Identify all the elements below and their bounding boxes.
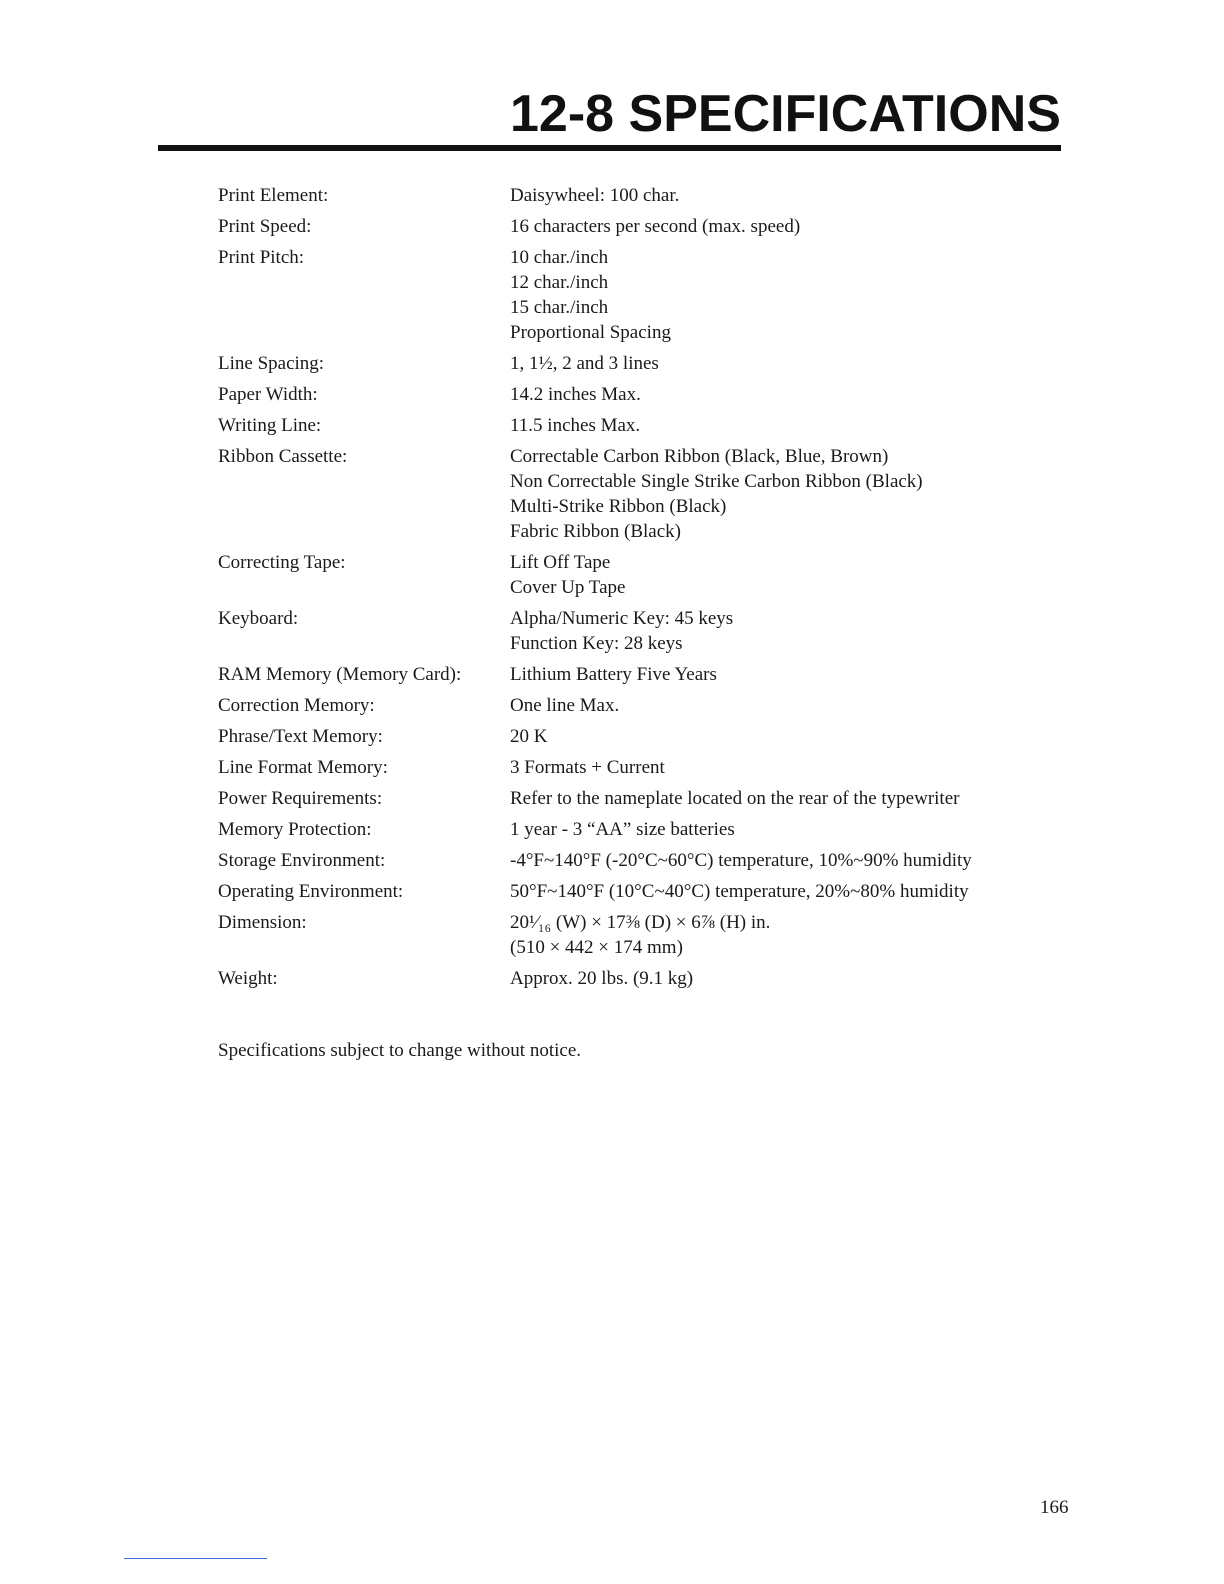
spec-row <box>218 848 1078 873</box>
spec-value: 3 Formats + Current <box>510 757 665 778</box>
spec-value: Daisywheel: 100 char. <box>510 185 680 206</box>
spec-values <box>510 214 1078 239</box>
spec-values <box>510 879 1078 904</box>
spec-value: Proportional Spacing <box>510 322 671 343</box>
spec-value: Non Correctable Single Strike Carbon Ribbon (Black) <box>510 471 923 492</box>
spec-row <box>218 662 1078 687</box>
spec-row <box>218 966 1078 991</box>
spec-label: Memory Protection: <box>218 819 372 840</box>
spec-value: Multi-Strike Ribbon (Black) <box>510 496 727 517</box>
spec-label: Operating Environment: <box>218 881 404 902</box>
spec-value: 11.5 inches Max. <box>510 415 641 436</box>
spec-value: Cover Up Tape <box>510 577 626 598</box>
spec-row <box>218 786 1078 811</box>
spec-value: 1 year - 3 “AA” size batteries <box>510 819 735 840</box>
spec-row <box>218 693 1078 718</box>
spec-row <box>218 606 1078 656</box>
spec-label: Writing Line: <box>218 415 322 436</box>
spec-values <box>510 724 1078 749</box>
spec-value: Refer to the nameplate located on the rear of the typewriter <box>510 788 960 809</box>
spec-values <box>510 245 1078 345</box>
spec-values <box>510 848 1078 873</box>
spec-values <box>510 413 1078 438</box>
spec-value: Fabric Ribbon (Black) <box>510 521 681 542</box>
spec-value: Approx. 20 lbs. (9.1 kg) <box>510 968 694 989</box>
spec-label: Correction Memory: <box>218 695 375 716</box>
spec-value: 12 char./inch <box>510 272 609 293</box>
spec-label: Print Element: <box>218 185 329 206</box>
spec-values <box>510 382 1078 407</box>
spec-values <box>510 550 1078 600</box>
spec-value: 1, 1½, 2 and 3 lines <box>510 353 659 374</box>
spec-label: Dimension: <box>218 912 307 933</box>
spec-value: One line Max. <box>510 695 620 716</box>
spec-row <box>218 351 1078 376</box>
spec-row <box>218 413 1078 438</box>
spec-row <box>218 724 1078 749</box>
spec-value: Function Key: 28 keys <box>510 633 683 654</box>
spec-row <box>218 214 1078 239</box>
spec-value: Lift Off Tape <box>510 552 611 573</box>
spec-label: Ribbon Cassette: <box>218 446 348 467</box>
spec-label: Line Format Memory: <box>218 757 388 778</box>
spec-values <box>510 444 1078 544</box>
spec-value: 20 K <box>510 726 548 747</box>
footer-divider <box>124 1558 267 1559</box>
spec-label: Correcting Tape: <box>218 552 346 573</box>
spec-values <box>510 755 1078 780</box>
spec-value: Correctable Carbon Ribbon (Black, Blue, Brown) <box>510 446 889 467</box>
spec-label: Weight: <box>218 968 278 989</box>
spec-row <box>218 817 1078 842</box>
spec-row <box>218 382 1078 407</box>
spec-values <box>510 351 1078 376</box>
spec-label: RAM Memory (Memory Card): <box>218 664 462 685</box>
spec-values <box>510 662 1078 687</box>
spec-value: 50°F~140°F (10°C~40°C) temperature, 20%~80% humidity <box>510 881 969 902</box>
spec-label: Print Speed: <box>218 216 312 237</box>
spec-label: Keyboard: <box>218 608 299 629</box>
title-underline <box>158 145 1061 151</box>
footnote: Specifications subject to change without notice. <box>218 1040 582 1061</box>
spec-value: -4°F~140°F (-20°C~60°C) temperature, 10%~90% humidity <box>510 850 972 871</box>
page-title: 12-8 SPECIFICATIONS <box>510 85 1061 143</box>
spec-row <box>218 245 1078 345</box>
spec-row <box>218 550 1078 600</box>
spec-label: Paper Width: <box>218 384 318 405</box>
spec-label: Phrase/Text Memory: <box>218 726 383 747</box>
spec-row <box>218 444 1078 544</box>
spec-value: 20¹⁄₁₆ (W) × 17⅜ (D) × 6⅞ (H) in. <box>510 912 771 933</box>
spec-value: 16 characters per second (max. speed) <box>510 216 801 237</box>
spec-values <box>510 693 1078 718</box>
page-number: 166 <box>1040 1497 1069 1518</box>
spec-values <box>510 817 1078 842</box>
spec-label: Print Pitch: <box>218 247 305 268</box>
spec-row <box>218 183 1078 208</box>
spec-value: 14.2 inches Max. <box>510 384 641 405</box>
spec-row <box>218 910 1078 960</box>
spec-label: Power Requirements: <box>218 788 383 809</box>
spec-label: Storage Environment: <box>218 850 386 871</box>
spec-label: Line Spacing: <box>218 353 325 374</box>
spec-value: Lithium Battery Five Years <box>510 664 717 685</box>
spec-values <box>510 606 1078 656</box>
spec-row <box>218 755 1078 780</box>
spec-values <box>510 966 1078 991</box>
spec-values <box>510 786 1078 811</box>
spec-value: 10 char./inch <box>510 247 609 268</box>
spec-row <box>218 879 1078 904</box>
spec-values <box>510 183 1078 208</box>
spec-values <box>510 910 1078 960</box>
spec-value: Alpha/Numeric Key: 45 keys <box>510 608 734 629</box>
spec-value: (510 × 442 × 174 mm) <box>510 937 683 958</box>
specifications-table <box>218 183 1078 997</box>
spec-value: 15 char./inch <box>510 297 609 318</box>
